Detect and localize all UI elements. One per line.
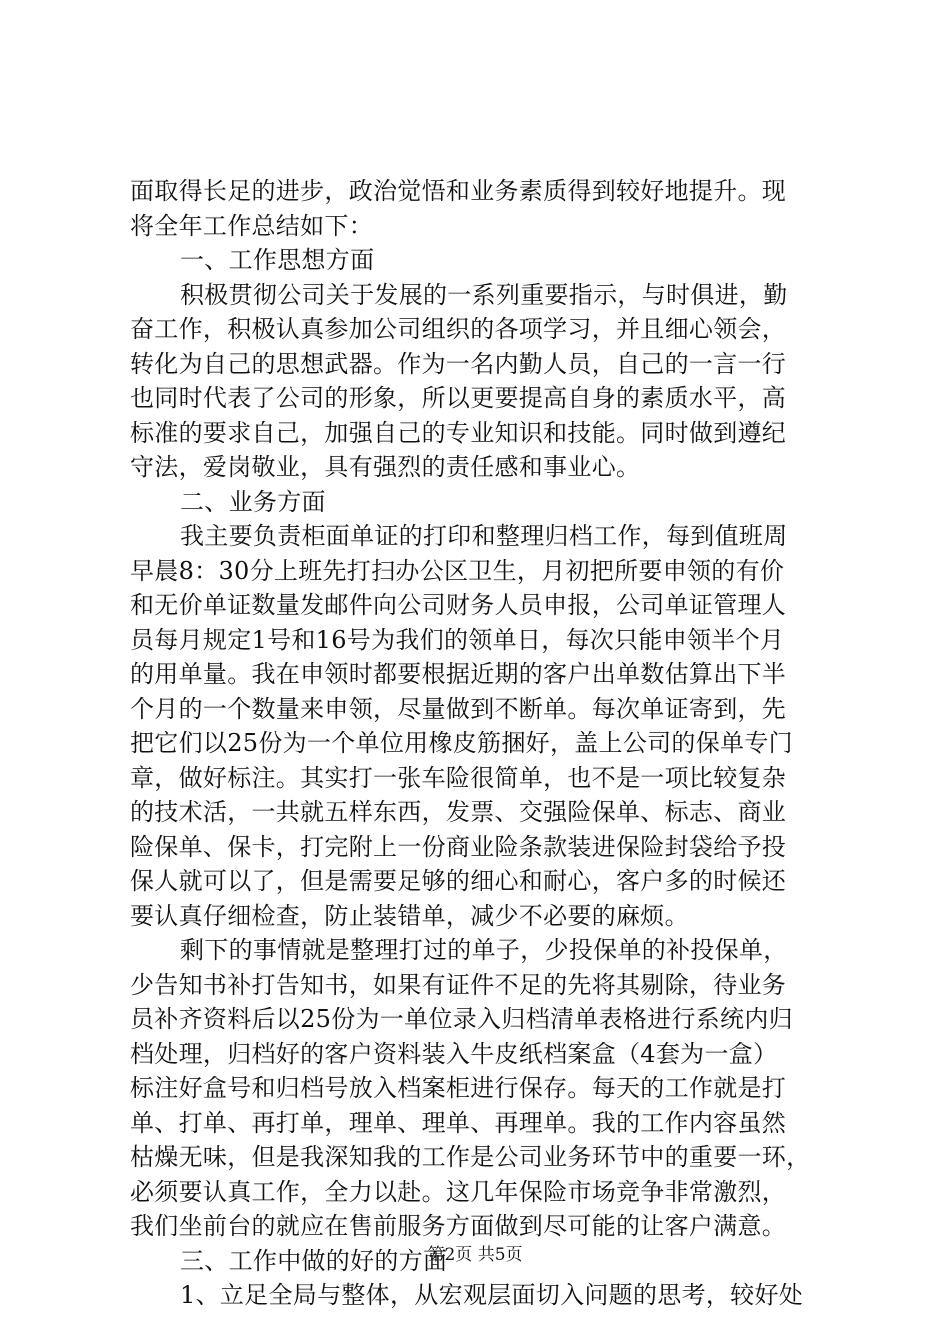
text-line: 员每月规定1号和16号为我们的领单日，每次只能申领半个月 <box>130 625 785 654</box>
text-line: 必须要认真工作，全力以赴。这几年保险市场竞争非常激烈， <box>130 1177 787 1206</box>
text-line: 保人就可以了，但是需要足够的细心和耐心，客户多的时候还 <box>130 867 787 895</box>
text-line: 二、业务方面 <box>180 487 326 516</box>
text-line: 奋工作，积极认真参加公司组织的各项学习，并且细心领会， <box>130 315 787 343</box>
text-line: 少告知书补打告知书，如果有证件不足的先将其剔除，待业务 <box>130 970 787 999</box>
page-footer: 第2页 共5页 <box>427 1245 523 1265</box>
text-line: 将全年工作总结如下： <box>130 211 373 240</box>
text-line: 面取得长足的进步，政治觉悟和业务素质得到较好地提升。现 <box>130 177 787 205</box>
document-body <box>130 174 830 1313</box>
text-line: 标注好盒号和归档号放入档案柜进行保存。每天的工作就是打 <box>130 1074 787 1102</box>
text-line: 的技术活，一共就五样东西，发票、交强险保单、标志、商业 <box>130 798 787 826</box>
text-line: 一、工作思想方面 <box>180 246 375 274</box>
text-line: 转化为自己的思想武器。作为一名内勤人员，自己的一言一行 <box>130 349 787 378</box>
text-line: 个月的一个数量来申领，尽量做到不断单。每次单证寄到，先 <box>130 694 787 723</box>
text-line: 的用单量。我在申领时都要根据近期的客户出单数估算出下半 <box>130 660 787 688</box>
text-line: 把它们以25份为一个单位用橡皮筋捆好，盖上公司的保单专门 <box>130 729 793 757</box>
text-line: 守法，爱岗敬业，具有强烈的责任感和事业心。 <box>130 453 641 481</box>
text-line: 1、立足全局与整体，从宏观层面切入问题的思考，较好处 <box>180 1281 804 1309</box>
text-line: 员补齐资料后以25份为一单位录入归档清单表格进行系统内归 <box>130 1005 793 1033</box>
text-line: 和无价单证数量发邮件向公司财务人员申报，公司单证管理人 <box>130 591 787 619</box>
text-line: 险保单、保卡，打完附上一份商业险条款装进保险封袋给予投 <box>130 832 787 861</box>
text-line: 积极贯彻公司关于发展的一系列重要指示，与时俱进，勤 <box>180 280 788 309</box>
text-line: 我主要负责柜面单证的打印和整理归档工作，每到值班周 <box>180 522 788 550</box>
text-line: 三、工作中做的好的方面 <box>180 1246 448 1275</box>
text-line: 标准的要求自己，加强自己的专业知识和技能。同时做到遵纪 <box>130 418 787 447</box>
text-line: 早晨8：30分上班先打扫办公区卫生，月初把所要申领的有价 <box>130 556 785 585</box>
text-line: 剩下的事情就是整理打过的单子，少投保单的补投保单， <box>180 936 788 964</box>
text-line: 章，做好标注。其实打一张车险很简单，也不是一项比较复杂 <box>130 763 787 792</box>
text-line: 要认真仔细检查，防止装错单，减少不必要的麻烦。 <box>130 901 689 930</box>
text-line: 也同时代表了公司的形象，所以更要提高自身的素质水平，高 <box>130 384 787 412</box>
text-line: 枯燥无味，但是我深知我的工作是公司业务环节中的重要一环， <box>130 1143 811 1171</box>
text-line: 档处理，归档好的客户资料装入牛皮纸档案盒（4套为一盒） <box>130 1039 778 1068</box>
text-line: 单、打单、再打单，理单、理单、再理单。我的工作内容虽然 <box>130 1108 787 1137</box>
text-line: 我们坐前台的就应在售前服务方面做到尽可能的让客户满意。 <box>130 1212 787 1240</box>
